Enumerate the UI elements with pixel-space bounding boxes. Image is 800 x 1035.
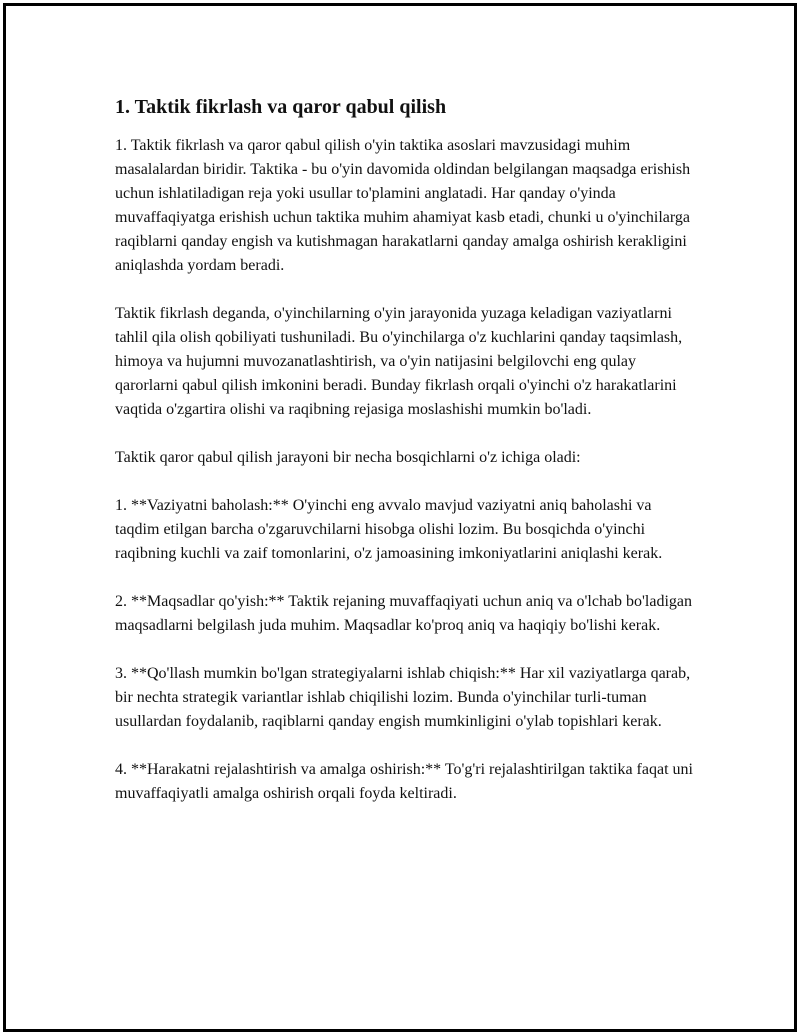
list-item-strategy-development: 3. **Qo'llash mumkin bo'lgan strategiyalarni ishlab chiqish:** Har xil vaziyatlarga qarab, bir nechta strategik variantlar ishlab chiqilishi lozim. Bunda o'yinchilar turli-tuman usullardan foydalanib, raqiblarni qanday engish mumkinligini o'ylab topishlari kerak. — [115, 665, 691, 730]
document-body — [115, 94, 695, 830]
list-item-goal-setting: 2. **Maqsadlar qo'yish:** Taktik rejaning muvaffaqiyati uchun aniq va o'lchab bo'ladigan maqsadlarni belgilash juda muhim. Maqsadlar ko'proq aniq va haqiqiy bo'lishi kerak. — [115, 593, 693, 634]
document-title: 1. Taktik fikrlash va qaror qabul qilish — [115, 96, 447, 118]
list-item-action-planning: 4. **Harakatni rejalashtirish va amalga oshirish:** To'g'ri rejalashtirilgan taktika faqat uni muvaffaqiyatli amalga oshirish orqali foyda keltiradi. — [115, 761, 693, 802]
paragraph-tactical-thinking: Taktik fikrlash deganda, o'yinchilarning o'yin jarayonida yuzaga keladigan vaziyatlarni tahlil qila olish qobiliyati tushuniladi. Bu o'yinchilarga o'z kuchlarini qanday taqsimlash, himoya va hujumni muvozanatlashtirish, va o'yin natijasini belgilovchi eng qulay qarorlarni qabul qilish imkonini beradi. Bunday fikrlash orqali o'yinchi o'z harakatlarini vaqtida o'zgartira olishi va raqibning rejasiga moslashishi mumkin bo'ladi. — [115, 305, 683, 418]
list-item-situation-assessment: 1. **Vaziyatni baholash:** O'yinchi eng avvalo mavjud vaziyatni aniq baholashi va taqdim etilgan barcha o'zgaruvchilarni hisobga olishi lozim. Bu bosqichda o'yinchi raqibning kuchli va zaif tomonlarini, o'z jamoasining imkoniyatlarini aniqlashi kerak. — [115, 497, 663, 562]
paragraph-decision-process: Taktik qaror qabul qilish jarayoni bir necha bosqichlarni o'z ichiga oladi: — [115, 449, 581, 466]
paragraph-intro: 1. Taktik fikrlash va qaror qabul qilish o'yin taktika asoslari mavzusidagi muhim masalalardan biridir. Taktika - bu o'yin davomida oldindan belgilangan maqsadga erishish uchun ishlatiladigan reja yoki usullar to'plamini anglatadi. Har qanday o'yinda muvaffaqiyatga erishish uchun taktika muhim ahamiyat kasb etadi, chunki u o'yinchilarga raqiblarni qanday engish va kutishmagan harakatlarni qanday amalga oshirish kerakligini aniqlashda yordam beradi. — [115, 137, 691, 274]
